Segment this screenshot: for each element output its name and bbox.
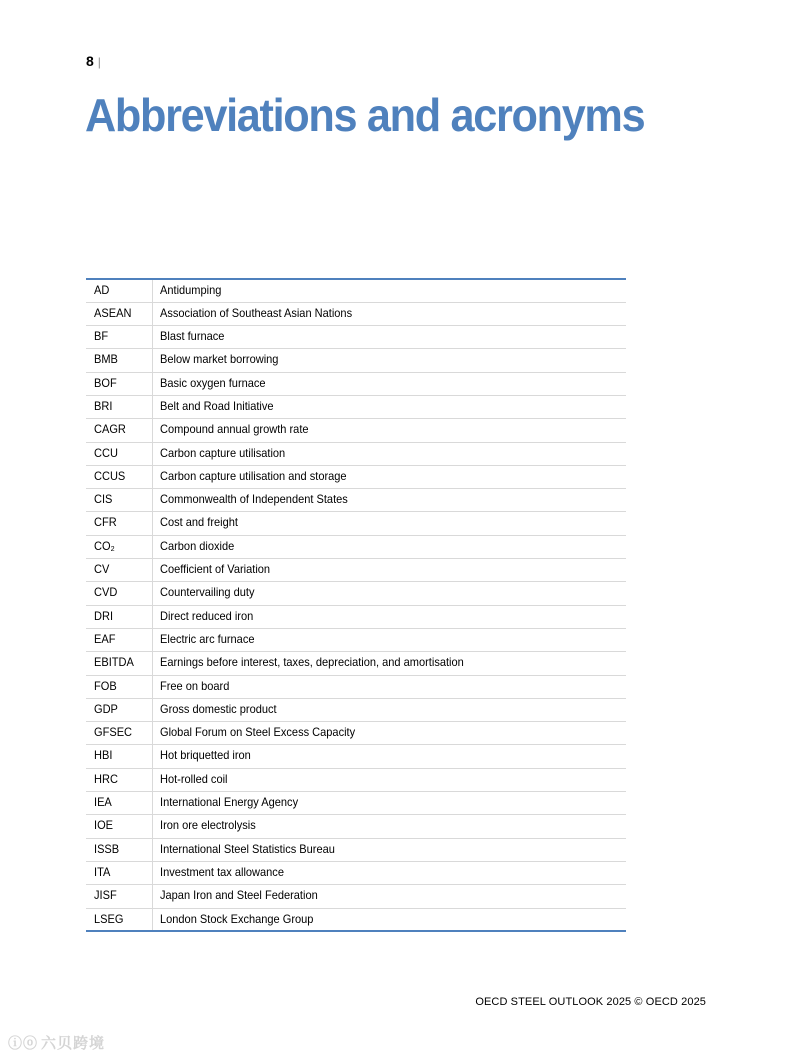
abbreviation-definition-text: Commonwealth of Independent States — [159, 492, 348, 507]
abbreviation-definition-text: Below market borrowing — [159, 352, 278, 367]
abbreviation-term — [86, 675, 152, 698]
table-row — [86, 861, 626, 884]
abbreviation-term-text: CAGR — [94, 422, 126, 437]
abbreviation-definition — [152, 861, 626, 884]
abbreviation-term-text: GFSEC — [94, 725, 133, 740]
abbreviation-definition — [152, 395, 626, 418]
table-row — [86, 349, 626, 372]
abbreviation-term-text: BF — [94, 329, 109, 344]
page-title: Abbreviations and acronyms — [85, 89, 645, 141]
abbreviation-term — [86, 582, 152, 605]
abbreviation-definition-text: Hot-rolled coil — [159, 771, 227, 786]
abbreviation-definition — [152, 302, 626, 325]
abbreviation-definition-text: Carbon dioxide — [159, 538, 234, 553]
table-row — [86, 419, 626, 442]
abbreviation-term — [86, 395, 152, 418]
abbreviation-definition — [152, 745, 626, 768]
table-row — [86, 768, 626, 791]
abbreviation-term-text: IEA — [94, 795, 112, 810]
abbreviation-definition — [152, 442, 626, 465]
abbreviation-term — [86, 419, 152, 442]
abbreviation-term-text: GDP — [94, 701, 118, 716]
abbreviation-term — [86, 815, 152, 838]
table-row — [86, 722, 626, 745]
abbreviation-definition-text: London Stock Exchange Group — [159, 911, 313, 926]
abbreviation-definition — [152, 792, 626, 815]
abbreviation-definition — [152, 372, 626, 395]
abbreviation-term — [86, 349, 152, 372]
abbreviation-term-text: ITA — [94, 864, 111, 879]
abbreviation-definition — [152, 465, 626, 488]
abbreviation-term — [86, 768, 152, 791]
abbreviation-term — [86, 908, 152, 931]
abbreviation-definition — [152, 698, 626, 721]
table-row — [86, 605, 626, 628]
page-number — [86, 53, 101, 69]
abbreviation-definition-text: Direct reduced iron — [159, 608, 253, 623]
abbreviation-definition-text: International Energy Agency — [159, 795, 298, 810]
abbreviations-table — [86, 278, 626, 932]
abbreviation-term — [86, 442, 152, 465]
table-row — [86, 395, 626, 418]
abbreviation-term — [86, 559, 152, 582]
table-row — [86, 698, 626, 721]
abbreviation-definition — [152, 838, 626, 861]
abbreviation-term — [86, 279, 152, 302]
abbreviation-term-text: CVD — [94, 585, 118, 600]
table-row — [86, 302, 626, 325]
abbreviation-term-text: JISF — [94, 888, 117, 903]
table-row — [86, 326, 626, 349]
abbreviation-definition — [152, 768, 626, 791]
table-row — [86, 442, 626, 465]
abbreviation-term — [86, 698, 152, 721]
abbreviation-definition-text: Investment tax allowance — [159, 864, 284, 879]
table-row — [86, 628, 626, 651]
abbreviation-definition — [152, 908, 626, 931]
abbreviation-term-text: EBITDA — [94, 655, 134, 670]
abbreviation-term — [86, 885, 152, 908]
abbreviation-definition — [152, 675, 626, 698]
abbreviation-term-text: CCU — [94, 445, 118, 460]
table-row — [86, 652, 626, 675]
abbreviation-term — [86, 722, 152, 745]
abbreviation-definition-text: Carbon capture utilisation and storage — [159, 468, 347, 483]
abbreviation-term-text: CCUS — [94, 468, 126, 483]
table-row — [86, 815, 626, 838]
abbreviation-definition — [152, 582, 626, 605]
abbreviation-term — [86, 838, 152, 861]
abbreviation-term — [86, 652, 152, 675]
abbreviation-term — [86, 535, 152, 558]
abbreviation-term-text: EAF — [94, 631, 116, 646]
table-row — [86, 675, 626, 698]
abbreviation-term-text: CFR — [94, 515, 117, 530]
abbreviation-term-text: HRC — [94, 771, 118, 786]
abbreviation-definition — [152, 349, 626, 372]
abbreviation-definition — [152, 628, 626, 651]
abbreviations-table-body — [86, 279, 626, 931]
abbreviation-definition-text: Coefficient of Variation — [159, 562, 270, 577]
watermark — [8, 1032, 105, 1053]
abbreviation-term-text: CO₂ — [94, 538, 115, 553]
table-row — [86, 512, 626, 535]
table-row — [86, 838, 626, 861]
abbreviation-term — [86, 326, 152, 349]
abbreviation-definition-text: Earnings before interest, taxes, depreciation, and amortisation — [159, 655, 464, 670]
abbreviation-term-text: BMB — [94, 352, 118, 367]
table-row — [86, 745, 626, 768]
abbreviation-definition-text: Hot briquetted iron — [159, 748, 251, 763]
abbreviation-definition-text: Blast furnace — [159, 329, 224, 344]
abbreviation-definition-text: Carbon capture utilisation — [159, 445, 285, 460]
abbreviation-term-text: IOE — [94, 818, 114, 833]
abbreviation-definition-text: Compound annual growth rate — [159, 422, 309, 437]
page-number-separator: | — [97, 55, 101, 69]
abbreviation-term-text: FOB — [94, 678, 117, 693]
table-row — [86, 908, 626, 931]
page-number-value: 8 — [86, 53, 94, 69]
abbreviation-definition — [152, 815, 626, 838]
abbreviation-term — [86, 489, 152, 512]
abbreviation-definition-text: Japan Iron and Steel Federation — [159, 888, 318, 903]
abbreviation-term — [86, 605, 152, 628]
abbreviation-term — [86, 465, 152, 488]
abbreviation-definition-text: Basic oxygen furnace — [159, 375, 266, 390]
abbreviation-definition — [152, 535, 626, 558]
abbreviation-term-text: BOF — [94, 375, 117, 390]
abbreviation-definition — [152, 489, 626, 512]
table-row — [86, 465, 626, 488]
table-row — [86, 559, 626, 582]
table-row — [86, 489, 626, 512]
abbreviation-term-text: AD — [94, 283, 110, 297]
abbreviation-definition-text: Global Forum on Steel Excess Capacity — [159, 725, 355, 740]
abbreviation-definition-text: Cost and freight — [159, 515, 238, 530]
abbreviation-definition-text: Antidumping — [159, 283, 221, 297]
table-row — [86, 582, 626, 605]
abbreviation-term-text: CV — [94, 562, 110, 577]
watermark-text: 六贝跨境 — [41, 1035, 106, 1052]
abbreviation-term — [86, 512, 152, 535]
abbreviation-definition-text: Iron ore electrolysis — [159, 818, 256, 833]
abbreviation-term-text: HBI — [94, 748, 113, 763]
abbreviation-definition-text: International Steel Statistics Bureau — [159, 841, 335, 856]
abbreviation-term-text: DRI — [94, 608, 114, 623]
abbreviation-term-text: CIS — [94, 492, 113, 507]
abbreviation-term — [86, 745, 152, 768]
abbreviation-term-text: ISSB — [94, 841, 120, 856]
abbreviation-term — [86, 792, 152, 815]
abbreviation-definition-text: Free on board — [159, 678, 229, 693]
table-row — [86, 535, 626, 558]
watermark-logo-icon: ⓘⓞ — [8, 1035, 38, 1051]
abbreviation-term — [86, 302, 152, 325]
abbreviation-definition — [152, 605, 626, 628]
abbreviation-definition — [152, 419, 626, 442]
abbreviation-term — [86, 628, 152, 651]
abbreviation-definition — [152, 559, 626, 582]
abbreviation-definition-text: Countervailing duty — [159, 585, 255, 600]
abbreviation-definition-text: Belt and Road Initiative — [159, 398, 274, 413]
abbreviation-definition-text: Association of Southeast Asian Nations — [159, 305, 352, 320]
table-row — [86, 885, 626, 908]
abbreviation-term — [86, 372, 152, 395]
table-row — [86, 792, 626, 815]
table-row — [86, 279, 626, 302]
abbreviation-definition — [152, 722, 626, 745]
abbreviation-term-text: ASEAN — [94, 305, 132, 320]
abbreviation-definition-text: Gross domestic product — [159, 701, 277, 716]
abbreviation-definition-text: Electric arc furnace — [159, 631, 254, 646]
abbreviation-definition — [152, 326, 626, 349]
abbreviation-term-text: LSEG — [94, 911, 124, 926]
abbreviation-definition — [152, 885, 626, 908]
abbreviation-definition — [152, 652, 626, 675]
abbreviation-definition — [152, 512, 626, 535]
abbreviation-term — [86, 861, 152, 884]
abbreviation-definition — [152, 279, 626, 302]
abbreviation-term-text: BRI — [94, 398, 113, 413]
table-row — [86, 372, 626, 395]
page-footer: OECD STEEL OUTLOOK 2025 © OECD 2025 — [475, 996, 706, 1008]
